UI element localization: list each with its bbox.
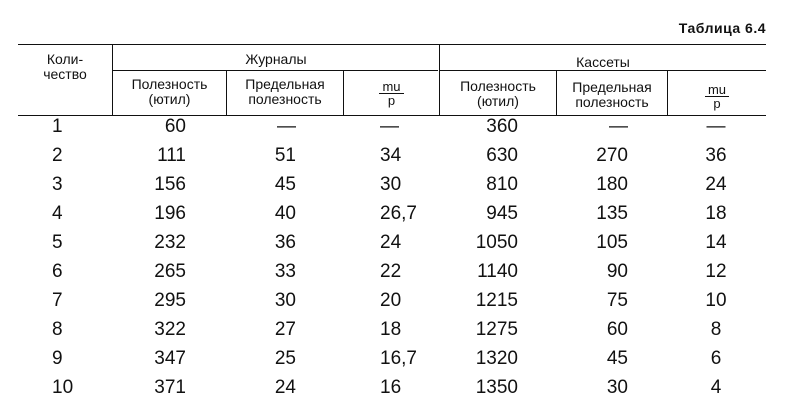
cell-quantity: 3 xyxy=(52,174,63,195)
cell-quantity: 1 xyxy=(52,116,63,137)
cell-magazines-utility: 347 xyxy=(154,348,186,369)
cell-cassettes-marginal: 60 xyxy=(606,319,628,340)
cell-cassettes-marginal: 135 xyxy=(596,203,628,224)
cell-cassettes-utility: 630 xyxy=(486,145,518,166)
cell-magazines-utility: 60 xyxy=(164,116,186,137)
header-magazines-utility xyxy=(113,77,226,107)
cell-magazines-mu-p: 30 xyxy=(380,174,402,195)
cell-cassettes-mu-p: 24 xyxy=(705,174,727,195)
cell-cassettes-mu-p: 10 xyxy=(705,290,727,311)
cell-quantity: 8 xyxy=(52,319,63,340)
cell-cassettes-mu-p: 36 xyxy=(705,145,727,166)
header-line: полезность xyxy=(248,91,322,107)
header-cassettes-mu-p xyxy=(668,83,766,110)
cell-cassettes-utility: 1215 xyxy=(475,290,518,311)
cell-quantity: 10 xyxy=(52,377,74,398)
cell-magazines-utility: 232 xyxy=(154,232,186,253)
cell-magazines-utility: 111 xyxy=(157,145,186,166)
header-line: Полезность xyxy=(460,78,536,94)
header-line: Предельная xyxy=(245,76,325,92)
cell-cassettes-utility: 945 xyxy=(486,203,518,224)
cell-magazines-mu-p: 26,7 xyxy=(380,203,417,224)
header-magazines-marginal xyxy=(227,77,343,107)
cell-cassettes-mu-p: — xyxy=(706,116,726,137)
fraction-denominator: p xyxy=(387,93,396,108)
cell-magazines-mu-p: 20 xyxy=(380,290,402,311)
fraction-numerator: mu xyxy=(379,80,403,94)
header-magazines-mu-p xyxy=(344,80,439,107)
cell-cassettes-utility: 360 xyxy=(486,116,518,137)
cell-magazines-utility: 371 xyxy=(154,377,186,398)
header-line: Предельная xyxy=(572,79,652,95)
header-line: Полезность xyxy=(131,76,208,92)
cell-magazines-mu-p: 18 xyxy=(380,319,402,340)
cell-cassettes-marginal: — xyxy=(609,116,628,137)
header-cassettes-utility xyxy=(440,79,556,109)
cell-magazines-marginal: 33 xyxy=(274,261,296,282)
cell-cassettes-utility: 1050 xyxy=(475,232,518,253)
cell-magazines-utility: 156 xyxy=(154,174,186,195)
cell-magazines-marginal: 30 xyxy=(274,290,296,311)
fraction-denominator: p xyxy=(713,96,721,111)
cell-cassettes-marginal: 45 xyxy=(606,348,628,369)
fraction-numerator: mu xyxy=(705,83,729,97)
cell-quantity: 7 xyxy=(52,290,63,311)
cell-magazines-marginal: 27 xyxy=(274,319,296,340)
cell-magazines-marginal: 40 xyxy=(274,203,296,224)
header-line: (ютил) xyxy=(148,91,191,107)
header-cassettes-marginal xyxy=(557,80,667,110)
cell-quantity: 5 xyxy=(52,232,63,253)
cell-cassettes-utility: 1320 xyxy=(475,348,518,369)
cell-quantity: 9 xyxy=(52,348,63,369)
header-quantity-line1: Коли- xyxy=(46,51,84,67)
group-rule-magazines xyxy=(113,70,438,71)
cell-cassettes-mu-p: 8 xyxy=(710,319,722,340)
cell-quantity: 4 xyxy=(52,203,63,224)
cell-quantity: 6 xyxy=(52,261,63,282)
cell-magazines-marginal: 51 xyxy=(274,145,296,166)
cell-cassettes-marginal: 180 xyxy=(596,174,628,195)
cell-magazines-marginal: 24 xyxy=(274,377,296,398)
cell-cassettes-mu-p: 14 xyxy=(705,232,727,253)
cell-magazines-mu-p: — xyxy=(380,116,399,137)
cell-magazines-utility: 196 xyxy=(154,203,186,224)
cell-magazines-marginal: 45 xyxy=(274,174,296,195)
cell-magazines-mu-p: 34 xyxy=(380,145,402,166)
header-cassettes: Кассеты xyxy=(576,54,630,70)
cell-magazines-marginal: 25 xyxy=(274,348,296,369)
cell-cassettes-marginal: 270 xyxy=(596,145,628,166)
cell-magazines-mu-p: 16 xyxy=(380,377,402,398)
cell-cassettes-mu-p: 18 xyxy=(705,203,727,224)
cell-cassettes-marginal: 30 xyxy=(606,377,628,398)
cell-cassettes-mu-p: 12 xyxy=(705,261,727,282)
group-rule-cassettes xyxy=(440,70,766,71)
cell-cassettes-mu-p: 6 xyxy=(710,348,722,369)
cell-cassettes-marginal: 105 xyxy=(596,232,628,253)
cell-cassettes-marginal: 90 xyxy=(606,261,628,282)
header-line: полезность xyxy=(575,94,649,110)
cell-magazines-utility: 322 xyxy=(154,319,186,340)
cell-cassettes-mu-p: 4 xyxy=(710,377,722,398)
cell-cassettes-utility: 810 xyxy=(486,174,518,195)
header-line: (ютил) xyxy=(477,93,519,109)
cell-magazines-marginal: — xyxy=(277,116,296,137)
cell-magazines-mu-p: 16,7 xyxy=(380,348,417,369)
cell-cassettes-utility: 1275 xyxy=(475,319,518,340)
cell-magazines-mu-p: 22 xyxy=(380,261,402,282)
cell-cassettes-marginal: 75 xyxy=(606,290,628,311)
header-quantity xyxy=(18,52,112,82)
header-magazines: Журналы xyxy=(245,51,307,67)
top-rule xyxy=(18,44,766,45)
header-quantity-line2: чество xyxy=(43,66,87,82)
cell-cassettes-utility: 1140 xyxy=(477,261,518,282)
cell-cassettes-utility: 1350 xyxy=(475,377,518,398)
table-caption: Таблица 6.4 xyxy=(678,20,766,36)
cell-magazines-utility: 295 xyxy=(154,290,186,311)
cell-magazines-utility: 265 xyxy=(154,261,186,282)
cell-magazines-mu-p: 24 xyxy=(380,232,402,253)
cell-magazines-marginal: 36 xyxy=(274,232,296,253)
cell-quantity: 2 xyxy=(52,145,63,166)
